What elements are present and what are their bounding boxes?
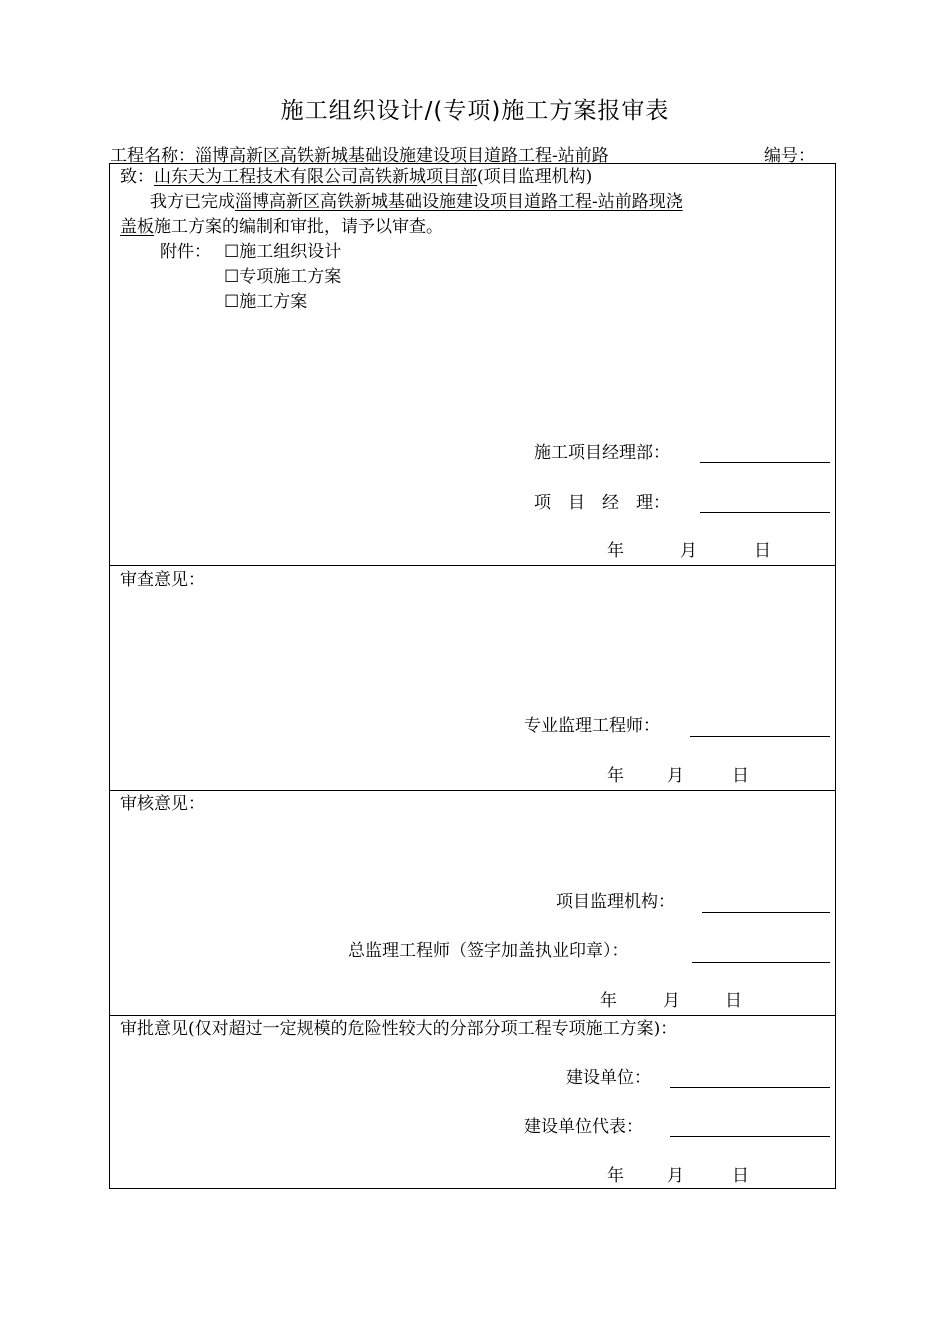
supervision-agency-label: 项目监理机构： [556, 892, 675, 912]
project-manager-label: 项 目 经 理： [534, 493, 670, 513]
approval-section [110, 1016, 835, 1190]
date-month: 月 [680, 541, 697, 561]
attachment-option[interactable]: ☐专项施工方案 [224, 267, 342, 287]
construction-unit-label: 建设单位： [566, 1068, 651, 1088]
chief-engineer-signature-line[interactable] [692, 962, 830, 963]
recipient-suffix: (项目监理机构) [477, 167, 593, 187]
contractor-dept-signature-line[interactable] [700, 462, 830, 463]
date-day: 日 [732, 1166, 749, 1186]
review-form-table [109, 163, 836, 1189]
body-project-2: 盖板 [120, 217, 154, 237]
date-day: 日 [725, 991, 742, 1011]
date-month: 月 [667, 1166, 684, 1186]
number-label: 编号： [764, 146, 815, 166]
review-opinion-label: 审查意见： [120, 570, 205, 590]
review-section [110, 566, 835, 791]
chief-engineer-label: 总监理工程师（签字加盖执业印章）： [348, 941, 629, 961]
body-line-2 [120, 216, 443, 238]
date-year: 年 [607, 541, 624, 561]
date-day: 日 [732, 766, 749, 786]
project-manager-signature-line[interactable] [700, 512, 830, 513]
recipient-name: 山东天为工程技术有限公司高铁新城项目部 [154, 167, 477, 187]
unit-representative-label: 建设单位代表： [524, 1117, 643, 1137]
attachment-option[interactable]: ☐施工组织设计 [224, 242, 342, 262]
body-project-1: 淄博高新区高铁新城基础设施建设项目道路工程-站前路现浇 [235, 192, 683, 212]
body-prefix: 我方已完成 [150, 192, 235, 212]
attachments-label: 附件： [160, 242, 211, 262]
submission-section [110, 164, 835, 566]
date-day: 日 [754, 541, 771, 561]
attachment-option[interactable]: ☐施工方案 [224, 292, 308, 312]
approval-opinion-label: 审批意见(仅对超过一定规模的危险性较大的分部分项工程专项施工方案)： [120, 1019, 678, 1039]
date-year: 年 [600, 991, 617, 1011]
body-line-1 [150, 191, 683, 213]
specialist-engineer-signature-line[interactable] [690, 736, 830, 737]
audit-opinion-label: 审核意见： [120, 794, 205, 814]
audit-section [110, 791, 835, 1016]
to-prefix: 致： [120, 167, 154, 187]
specialist-engineer-label: 专业监理工程师： [524, 716, 660, 736]
recipient-line [120, 166, 592, 188]
project-name-label: 工程名称： [110, 146, 195, 166]
date-month: 月 [667, 766, 684, 786]
page-title: 施工组织设计/(专项)施工方案报审表 [280, 98, 670, 124]
supervision-agency-signature-line[interactable] [702, 912, 830, 913]
date-year: 年 [607, 1166, 624, 1186]
project-name-value: 淄博高新区高铁新城基础设施建设项目道路工程-站前路 [195, 146, 609, 166]
construction-unit-signature-line[interactable] [670, 1087, 830, 1088]
contractor-dept-label: 施工项目经理部： [534, 443, 670, 463]
date-year: 年 [607, 766, 624, 786]
body-suffix: 施工方案的编制和审批，请予以审查。 [154, 217, 443, 237]
date-month: 月 [663, 991, 680, 1011]
unit-representative-signature-line[interactable] [670, 1136, 830, 1137]
